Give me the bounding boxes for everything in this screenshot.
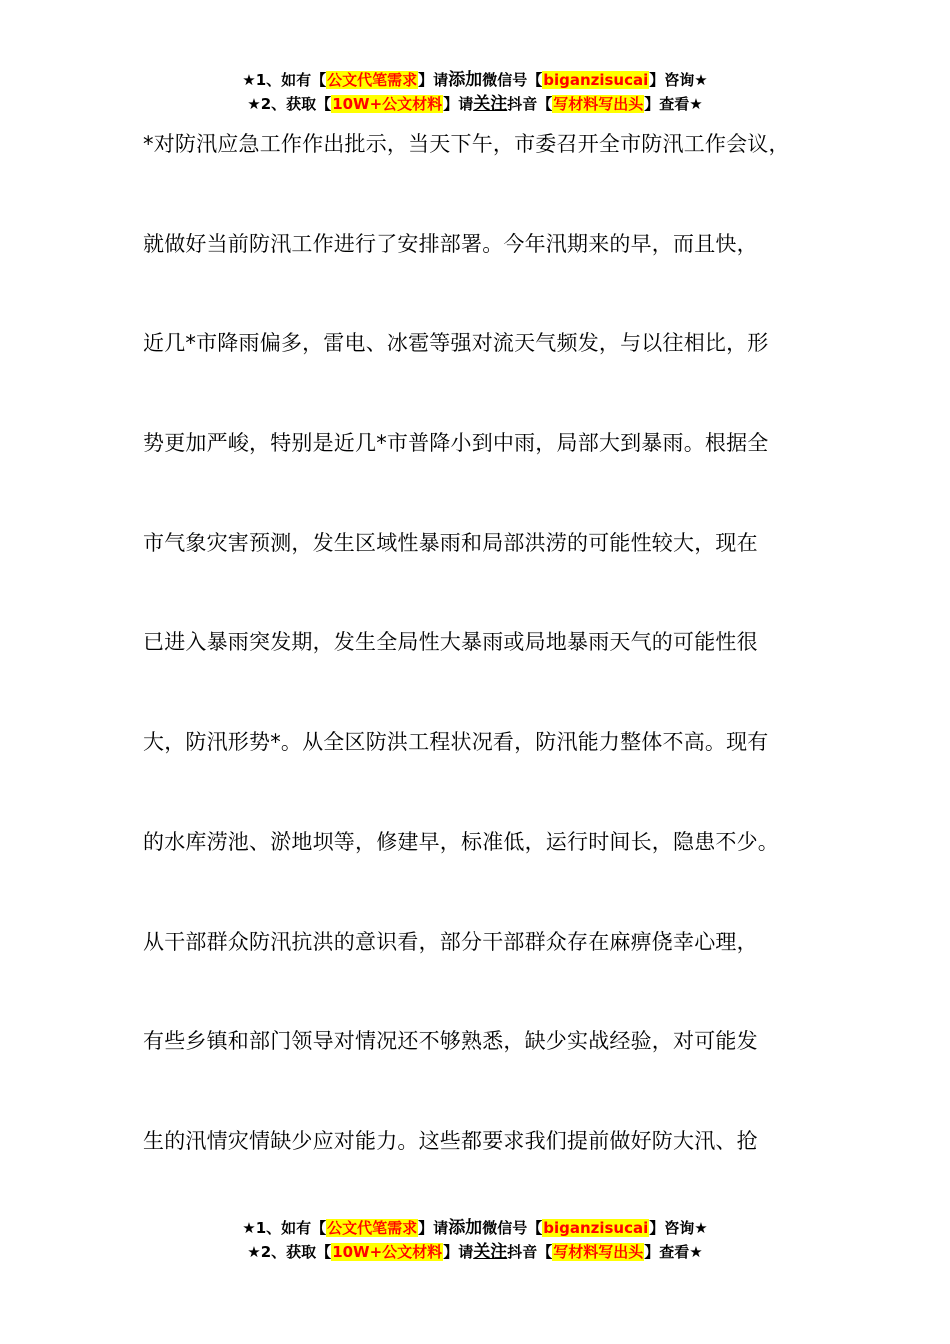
star-icon: ★: [694, 1219, 708, 1237]
body-line: 的水库涝池、淤地坝等，修建早，标准低，运行时间长，隐患不少。: [143, 829, 779, 854]
body-line: *对防汛应急工作作出批示，当天下午，市委召开全市防汛工作会议，: [143, 132, 790, 156]
body-line: 势更加严峻，特别是近几*市普降小到中雨，局部大到暴雨。根据全: [143, 431, 769, 456]
body-line: 从干部群众防汛抗洪的意识看，部分干部群众存在麻痹侥幸心理，: [143, 929, 758, 954]
star-icon: ★: [694, 71, 708, 89]
body-line: 生的汛情灾情缺少应对能力。这些都要求我们提前做好防大汛、抢: [143, 1128, 758, 1153]
star-icon: ★: [689, 1243, 703, 1261]
body-line: 大，防汛形势*。从全区防洪工程状况看，防汛能力整体不高。现有: [143, 730, 769, 755]
highlight-service: 公文代笔需求: [327, 71, 418, 89]
document-body: [143, 120, 843, 1217]
header-banner: [0, 68, 950, 116]
wechat-id: biganzisucai: [543, 1219, 649, 1237]
emphasis-follow: 关注: [473, 1242, 508, 1262]
body-line: 有些乡镇和部门领导对情况还不够熟悉，缺少实战经验，对可能发: [143, 1029, 758, 1054]
star-icon: ★: [689, 95, 703, 113]
body-line: 已进入暴雨突发期，发生全局性大暴雨或局地暴雨天气的可能性很: [143, 630, 758, 655]
star-icon: ★: [247, 1243, 261, 1261]
star-icon: ★: [242, 1219, 256, 1237]
emphasis-add: 添加: [448, 70, 483, 90]
banner-line-1: ★1、如有【公文代笔需求】请添加微信号【biganzisucai】咨询★: [242, 1218, 708, 1238]
highlight-service: 公文代笔需求: [327, 1219, 418, 1237]
wechat-id: biganzisucai: [543, 71, 649, 89]
douyin-account: 写材料写出头: [553, 1243, 644, 1261]
emphasis-add: 添加: [448, 1218, 483, 1238]
body-line: 市气象灾害预测，发生区域性暴雨和局部洪涝的可能性较大，现在: [143, 530, 758, 555]
emphasis-follow: 关注: [473, 94, 508, 114]
footer-banner: [0, 1216, 950, 1264]
banner-line-1: ★1、如有【公文代笔需求】请添加微信号【biganzisucai】咨询★: [242, 70, 708, 90]
banner-line-2: ★2、获取【10W+公文材料】请关注抖音【写材料写出头】查看★: [247, 1242, 703, 1262]
highlight-materials: 10W+公文材料: [332, 1243, 443, 1261]
star-icon: ★: [247, 95, 261, 113]
douyin-account: 写材料写出头: [553, 95, 644, 113]
highlight-materials: 10W+公文材料: [332, 95, 443, 113]
body-line: 近几*市降雨偏多，雷电、冰雹等强对流天气频发，与以往相比，形: [143, 331, 769, 356]
body-line: 就做好当前防汛工作进行了安排部署。今年汛期来的早，而且快，: [143, 231, 758, 256]
star-icon: ★: [242, 71, 256, 89]
banner-line-2: ★2、获取【10W+公文材料】请关注抖音【写材料写出头】查看★: [247, 94, 703, 114]
